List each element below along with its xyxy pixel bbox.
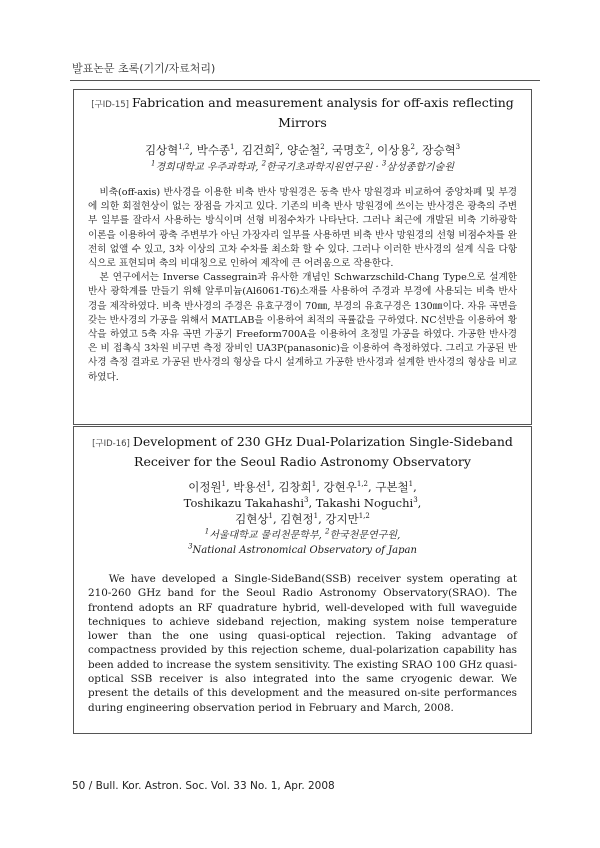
abstract-paragraph: 비축(off-axis) 반사경을 이용한 비축 반사 망원경은 동축 반사 망원경과 비교하여 중앙차폐 및 부경에 의한 회절현상이 없는 장점을 가지고 있다. 기존의 비축 반사 망원경에 쓰이는 반사경은 광축의 주변부 일부를 잘라서 사용하는 방식이며 선형 비점수차가 나타난다. 그러나 최근에 개발된 비축 기하광학 이론을 이용하여 광축 주변부가 아닌 가장자리 일부를 사용하면 비축 반사 망원경의 선형 비점수차를 완전히 없앨 수 있고, 3차 이상의 고차 수차를 최소화 할 수 있다. 그러나 이러한 반사경의 설계 식을 다항식으로 표현되며 축의 비대칭으로 인하여 제작에 큰 어려움으로 작용한다. xyxy=(88,187,517,270)
header-divider xyxy=(70,80,540,81)
paper-title-line1: Development of 230 GHz Dual-Polarization Single-Sideband xyxy=(132,434,513,449)
paper-title xyxy=(74,94,531,131)
page-footer: 50 / Bull. Kor. Astron. Soc. Vol. 33 No. 1, Apr. 2008 xyxy=(72,780,335,792)
paper-title xyxy=(74,433,531,470)
author-list: 이정원$^1$, 박용선$^1$, 김창희$^1$, 강현우$^{1,2}$, 구본철$^1$, Toshikazu Takahashi$^3$, Takashi Noguchi$^3$, 김현상$^1$, 김현정$^1$, 강지만$^{1,2}$ xyxy=(183,480,422,526)
abstract-box-ID15 xyxy=(73,89,532,425)
abstract-text: We have developed a Single-SideBand(SSB) receiver system operating at 210-260 GHz band for the Seoul Radio Astronomy Observatory(SRAO). The frontend adopts an RF quadrature hybrid, well-developed with full waveguide techniques to achieve sideband rejection, making system noise temperature lower than the one using quasi-optical rejection. Taking advantage of compactness provided by this rejection scheme, dual-polarization capability has been added to increase the system sensitivity. The existing SRAO 100 GHz quasi-optical SSB receiver is also integrated into the same cryogenic dewar. We present the details of this development and the measured on-site performances during engineering observation period in February and March, 2008. xyxy=(88,573,517,714)
abstract-paragraph: 본 연구에서는 Inverse Cassegrain과 유사한 개념인 Schwarzschild-Chang Type으로 설계한 반사 광학계를 만들기 위해 알루미늄(Al6061-T6)소재를 사용하여 주경과 부경에 사용되는 비축 반사경을 제작하였다. 비축 반사경의 주경은 유효구경이 70㎜, 부경의 유효구경은 130㎜이다. 자유 곡면을 갖는 반사경의 가공을 위해서 MATLAB을 이용하여 최적의 곡률값을 구하였다. NC선반을 이용하여 황삭을 하였고 5축 자유 곡면 가공기 Freeform700A을 이용하여 초정밀 가공을 하였다. 가공한 반사경은 비 접촉식 3차원 비구면 측정 장비인 UA3P(panasonic)을 이용하여 측정하였다. 그리고 가공된 반사경 측정 결과로 가공된 반사경의 형상을 다시 설계하고 가공한 반사경과 설계한 반사경의 형상을 비교하였다. xyxy=(88,272,517,383)
paper-title-line1: Fabrication and measurement analysis for off-axis reflecting xyxy=(132,95,514,110)
affiliation-list: $^1$서울대학교 물리천문학부, $^2$한국천문연구원, $^3$National Astronomical Observatory of Japan xyxy=(188,527,417,556)
abstract-text xyxy=(88,186,517,385)
paper-title-line2: Receiver for the Seoul Radio Astronomy Observatory xyxy=(134,454,471,469)
paper-title-line2: Mirrors xyxy=(278,115,327,130)
author-list: 김상혁$^{1,2}$, 박수종$^1$, 김건희$^2$, 양순철$^2$, 국명호$^2$, 이상용$^2$, 장승혁$^3$ xyxy=(144,143,461,157)
paper-code: [구ID-15] xyxy=(91,100,129,110)
section-header: 발표논문 초록(기기/자료처리) xyxy=(72,62,216,75)
paper-code: [구ID-16] xyxy=(92,439,130,449)
affiliation-list: $^1$경희대학교 우주과학과, $^2$한국기초과학지원연구원 · $^3$삼성종합기술원 xyxy=(151,159,454,173)
abstract-box-ID16 xyxy=(73,426,532,734)
